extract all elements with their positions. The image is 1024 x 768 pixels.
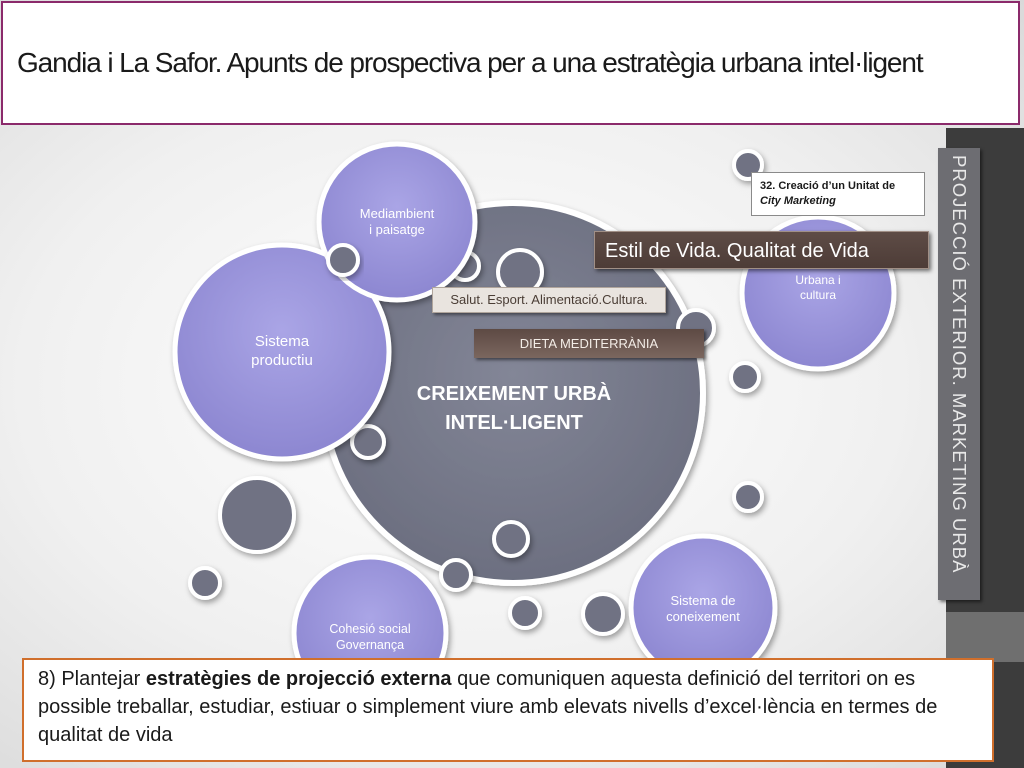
- mediambient-label: [337, 206, 457, 239]
- note-line2: City Marketing: [760, 194, 836, 207]
- coneixement-line2: coneixement: [666, 609, 740, 625]
- mediambient-line1: Mediambient: [359, 206, 435, 221]
- dot: [190, 568, 220, 598]
- title-box: [1, 1, 1020, 125]
- coneixement-line1: Sistema de: [670, 593, 736, 608]
- dot: [734, 483, 762, 511]
- dot: [583, 594, 623, 634]
- center-line2: INTEL·LIGENT: [445, 412, 583, 434]
- sistema-productiu-line1: Sistema: [254, 333, 310, 350]
- salut-tag: Salut. Esport. Alimentació.Cultura.: [432, 287, 666, 313]
- dieta-tag: DIETA MEDITERRÀNIA: [474, 329, 704, 358]
- dot: [494, 522, 528, 556]
- center-line1: CREIXEMENT URBÀ: [416, 383, 612, 405]
- cohesio-line1: Cohesió social: [329, 622, 411, 636]
- bottom-text-bold: estratègies de projecció externa: [145, 668, 452, 690]
- dot: [441, 560, 471, 590]
- bottom-text-box: [22, 658, 994, 762]
- urbana-line1: Urbana i: [795, 273, 841, 287]
- vertical-panel-text: PROJECCIÓ EXTERIOR. MARKETING URBÀ: [949, 155, 970, 574]
- mediambient-line2: i paisatge: [369, 222, 425, 238]
- dot: [328, 245, 358, 275]
- city-marketing-note: [751, 172, 925, 216]
- note-line1: 32. Creació d’un Unitat de: [760, 180, 896, 192]
- sistema-productiu-label: [222, 333, 342, 371]
- cohesio-line2: Governança: [335, 637, 405, 652]
- dot: [220, 478, 294, 552]
- urbana-label: [768, 273, 868, 303]
- urbana-line2: cultura: [799, 288, 837, 302]
- dot: [731, 363, 759, 391]
- estil-vida-tag: Estil de Vida. Qualitat de Vida: [594, 231, 929, 269]
- bottom-text-prefix: 8) Plantejar: [38, 668, 146, 690]
- sistema-productiu-line2: productiu: [251, 351, 313, 369]
- coneixement-label: [648, 593, 758, 626]
- cohesio-label: [305, 622, 435, 653]
- center-label: [384, 380, 644, 438]
- bottom-text-rest: que comuniquen aquesta definició del territori on es possible treballar, estudiar, estiuar o simplement viure amb elevats nivells d’excel·lència en termes de qualitat de vida: [38, 668, 938, 746]
- dot: [510, 598, 540, 628]
- page-title: Gandia i La Safor. Apunts de prospectiva per a una estratègia urbana intel·ligent: [17, 47, 923, 78]
